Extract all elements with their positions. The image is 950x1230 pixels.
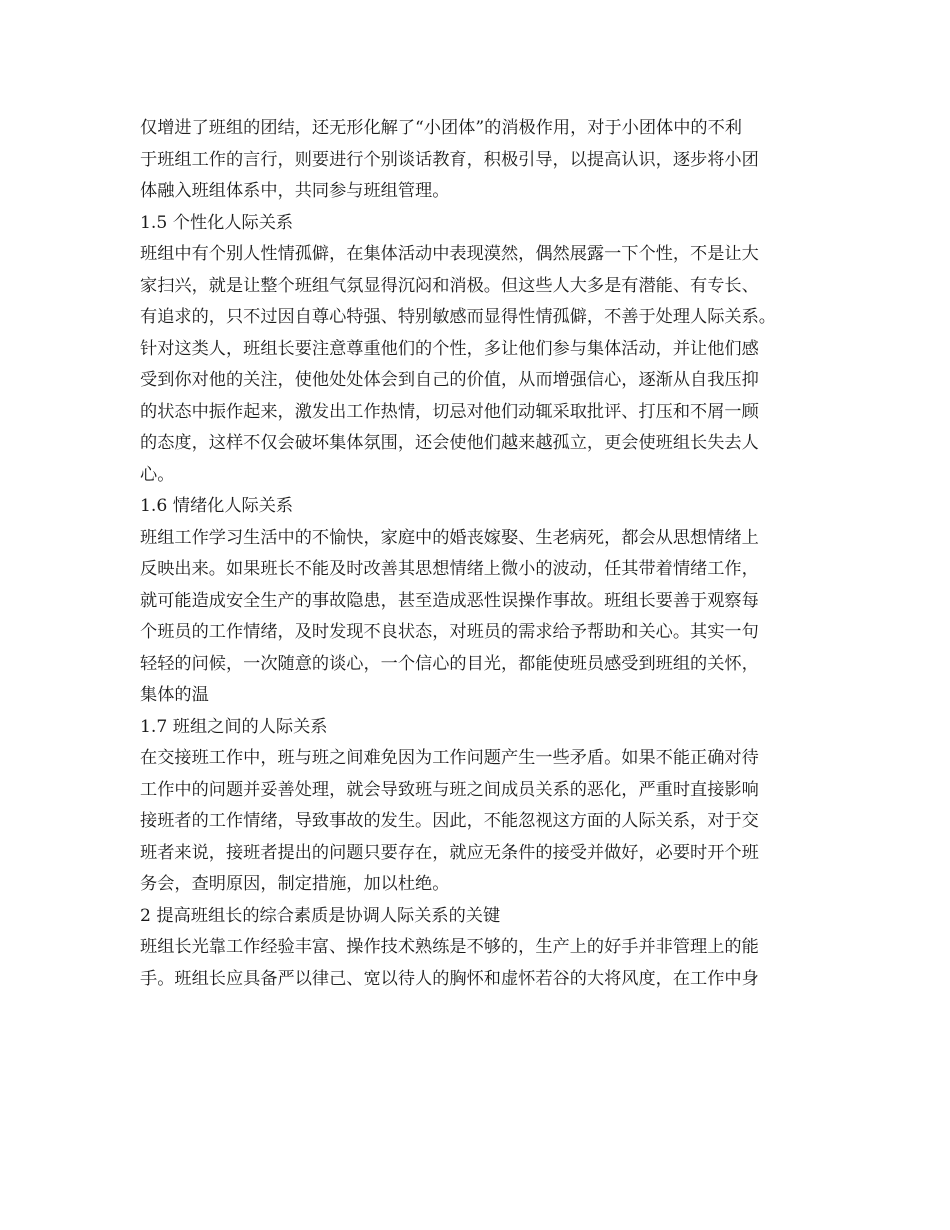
text-line: 轻轻的问候，一次随意的谈心，一个信心的目光，都能使班员感受到班组的关怀， <box>140 653 759 674</box>
document-body <box>140 113 820 995</box>
section-heading: 1.7 班组之间的人际关系 <box>140 716 328 737</box>
section-1-5 <box>140 208 820 492</box>
text-line: 就可能造成安全生产的事故隐患，甚至造成恶性误操作事故。班组长要善于观察每 <box>140 590 759 611</box>
section-heading: 2 提高班组长的综合素质是协调人际关系的关键 <box>140 905 501 926</box>
text-line: 手。班组长应具备严以律己、宽以待人的胸怀和虚怀若谷的大将风度，在工作中身 <box>140 968 759 989</box>
text-line: 体融入班组体系中，共同参与班组管理。 <box>140 181 450 201</box>
text-line: 反映出来。如果班长不能及时改善其思想情绪上微小的波动，任其带着情绪工作， <box>140 559 759 579</box>
text-line: 心。 <box>140 464 175 485</box>
section-heading: 1.6 情绪化人际关系 <box>140 496 294 516</box>
text-line: 班组工作学习生活中的不愉快，家庭中的婚丧嫁娶、生老病死，都会从思想情绪上 <box>140 527 759 548</box>
text-line: 集体的温 <box>140 685 209 705</box>
text-line: 接班者的工作情绪，导致事故的发生。因此，不能忽视这方面的人际关系，对于交 <box>140 811 759 831</box>
text-line: 仅增进了班组的团结，还无形化解了“小团体”的消极作用，对于小团体中的不利 <box>140 118 742 138</box>
section-heading: 1.5 个性化人际关系 <box>140 212 294 233</box>
text-line: 在交接班工作中，班与班之间难免因为工作问题产生一些矛盾。如果不能正确对待 <box>140 748 759 768</box>
section-1-7 <box>140 712 820 901</box>
text-line: 务会，查明原因，制定措施，加以杜绝。 <box>140 874 450 894</box>
section-1-6 <box>140 491 820 712</box>
text-line: 的状态中振作起来，激发出工作热情，切忌对他们动辄采取批评、打压和不屑一顾 <box>140 401 759 422</box>
intro-paragraph <box>140 113 820 208</box>
text-line: 家扫兴，就是让整个班组气氛显得沉闷和消极。但这些人大多是有潜能、有专长、 <box>140 275 759 296</box>
text-line: 班者来说，接班者提出的问题只要存在，就应无条件的接受并做好，必要时开个班 <box>140 842 759 863</box>
text-line: 个班员的工作情绪，及时发现不良状态，对班员的需求给予帮助和关心。其实一句 <box>140 622 759 642</box>
text-line: 班组中有个别人性情孤僻，在集体活动中表现漠然，偶然展露一下个性，不是让大 <box>140 244 759 264</box>
text-line: 受到你对他的关注，使他处处体会到自己的价值，从而增强信心，逐渐从自我压抑 <box>140 370 759 390</box>
text-line: 班组长光靠工作经验丰富、操作技术熟练是不够的，生产上的好手并非管理上的能 <box>140 937 759 957</box>
text-line: 于班组工作的言行，则要进行个别谈话教育，积极引导，以提高认识，逐步将小团 <box>140 149 759 170</box>
text-line: 工作中的问题并妥善处理，就会导致班与班之间成员关系的恶化，严重时直接影响 <box>140 779 759 800</box>
text-line: 有追求的，只不过因自尊心特强、特别敏感而显得性情孤僻，不善于处理人际关系。 <box>140 307 776 327</box>
text-line: 针对这类人，班组长要注意尊重他们的个性，多让他们参与集体活动，并让他们感 <box>140 338 759 359</box>
section-2 <box>140 901 820 996</box>
text-line: 的态度，这样不仅会破坏集体氛围，还会使他们越来越孤立，更会使班组长失去人 <box>140 433 759 453</box>
